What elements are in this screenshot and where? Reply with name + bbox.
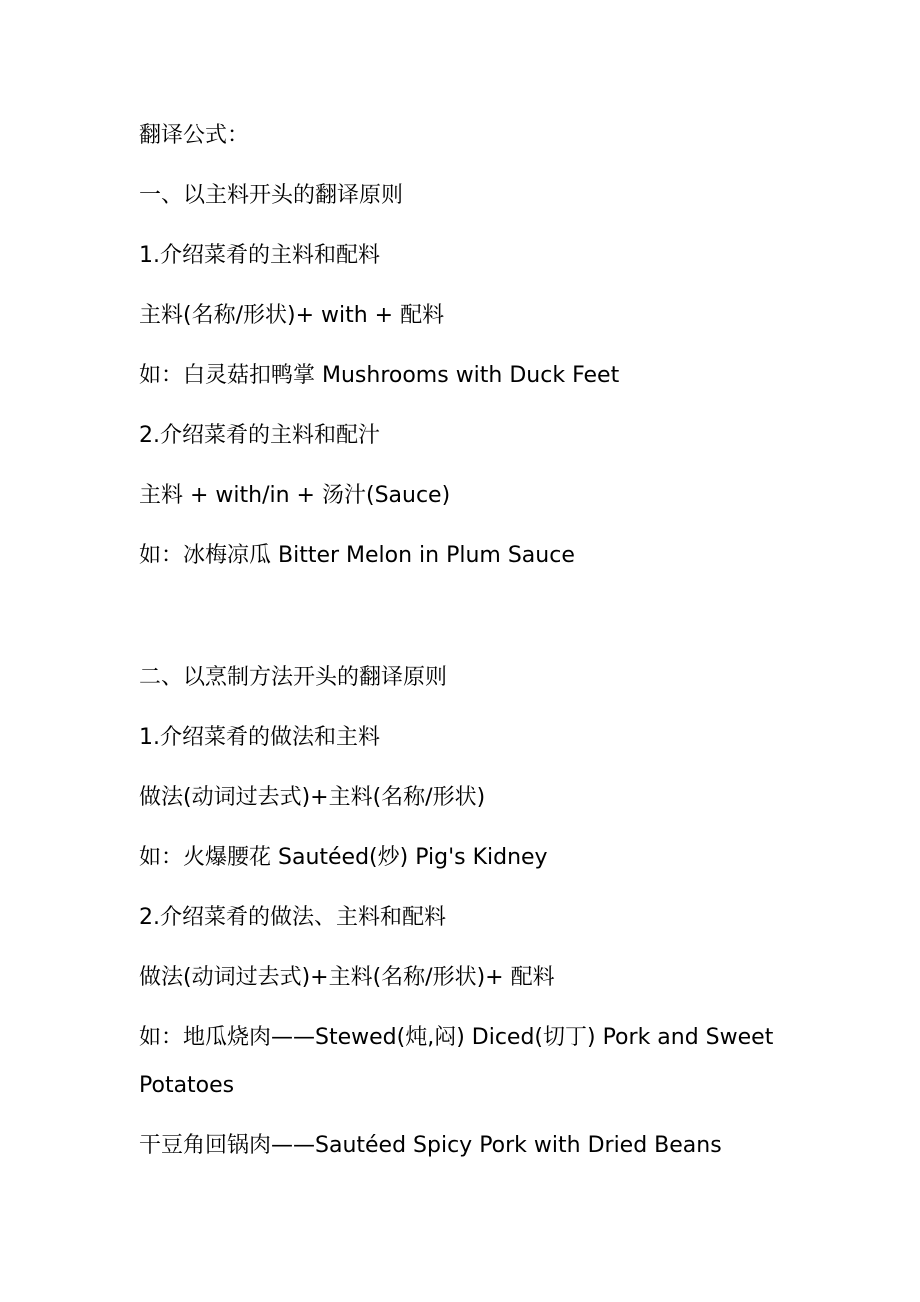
section-1-title: 一、以主料开头的翻译原则 — [139, 183, 404, 208]
section-1-rule-2-formula: 主料 + with/in + 汤汁(Sauce) — [139, 483, 451, 508]
section-2-title: 二、以烹制方法开头的翻译原则 — [139, 665, 448, 690]
section-1-rule-1-title: 1.介绍菜肴的主料和配料 — [139, 243, 380, 268]
section-2-rule-2-example-line-2: Potatoes — [139, 1073, 235, 1098]
section-1-rule-2-title: 2.介绍菜肴的主料和配汁 — [139, 423, 380, 448]
section-2-rule-2-example-line-1: 如：地瓜烧肉——Stewed(炖,闷) Diced(切丁) Pork and Sweet — [139, 1025, 774, 1050]
section-2-rule-2-example-2: 干豆角回锅肉——Sautéed Spicy Pork with Dried Beans — [139, 1133, 722, 1158]
section-1-rule-1-example: 如：白灵菇扣鸭掌 Mushrooms with Duck Feet — [139, 363, 620, 388]
section-2-rule-1-example: 如：火爆腰花 Sautéed(炒) Pig's Kidney — [139, 845, 548, 870]
section-1-rule-1-formula: 主料(名称/形状)+ with + 配料 — [139, 303, 445, 328]
section-2-rule-1-title: 1.介绍菜肴的做法和主料 — [139, 725, 380, 750]
section-2-rule-2-title: 2.介绍菜肴的做法、主料和配料 — [139, 905, 446, 930]
section-1-rule-2-example: 如：冰梅凉瓜 Bitter Melon in Plum Sauce — [139, 543, 575, 568]
document-heading: 翻译公式： — [139, 123, 250, 148]
section-2-rule-1-formula: 做法(动词过去式)+主料(名称/形状) — [139, 785, 486, 810]
section-2-rule-2-formula: 做法(动词过去式)+主料(名称/形状)+ 配料 — [139, 965, 555, 990]
